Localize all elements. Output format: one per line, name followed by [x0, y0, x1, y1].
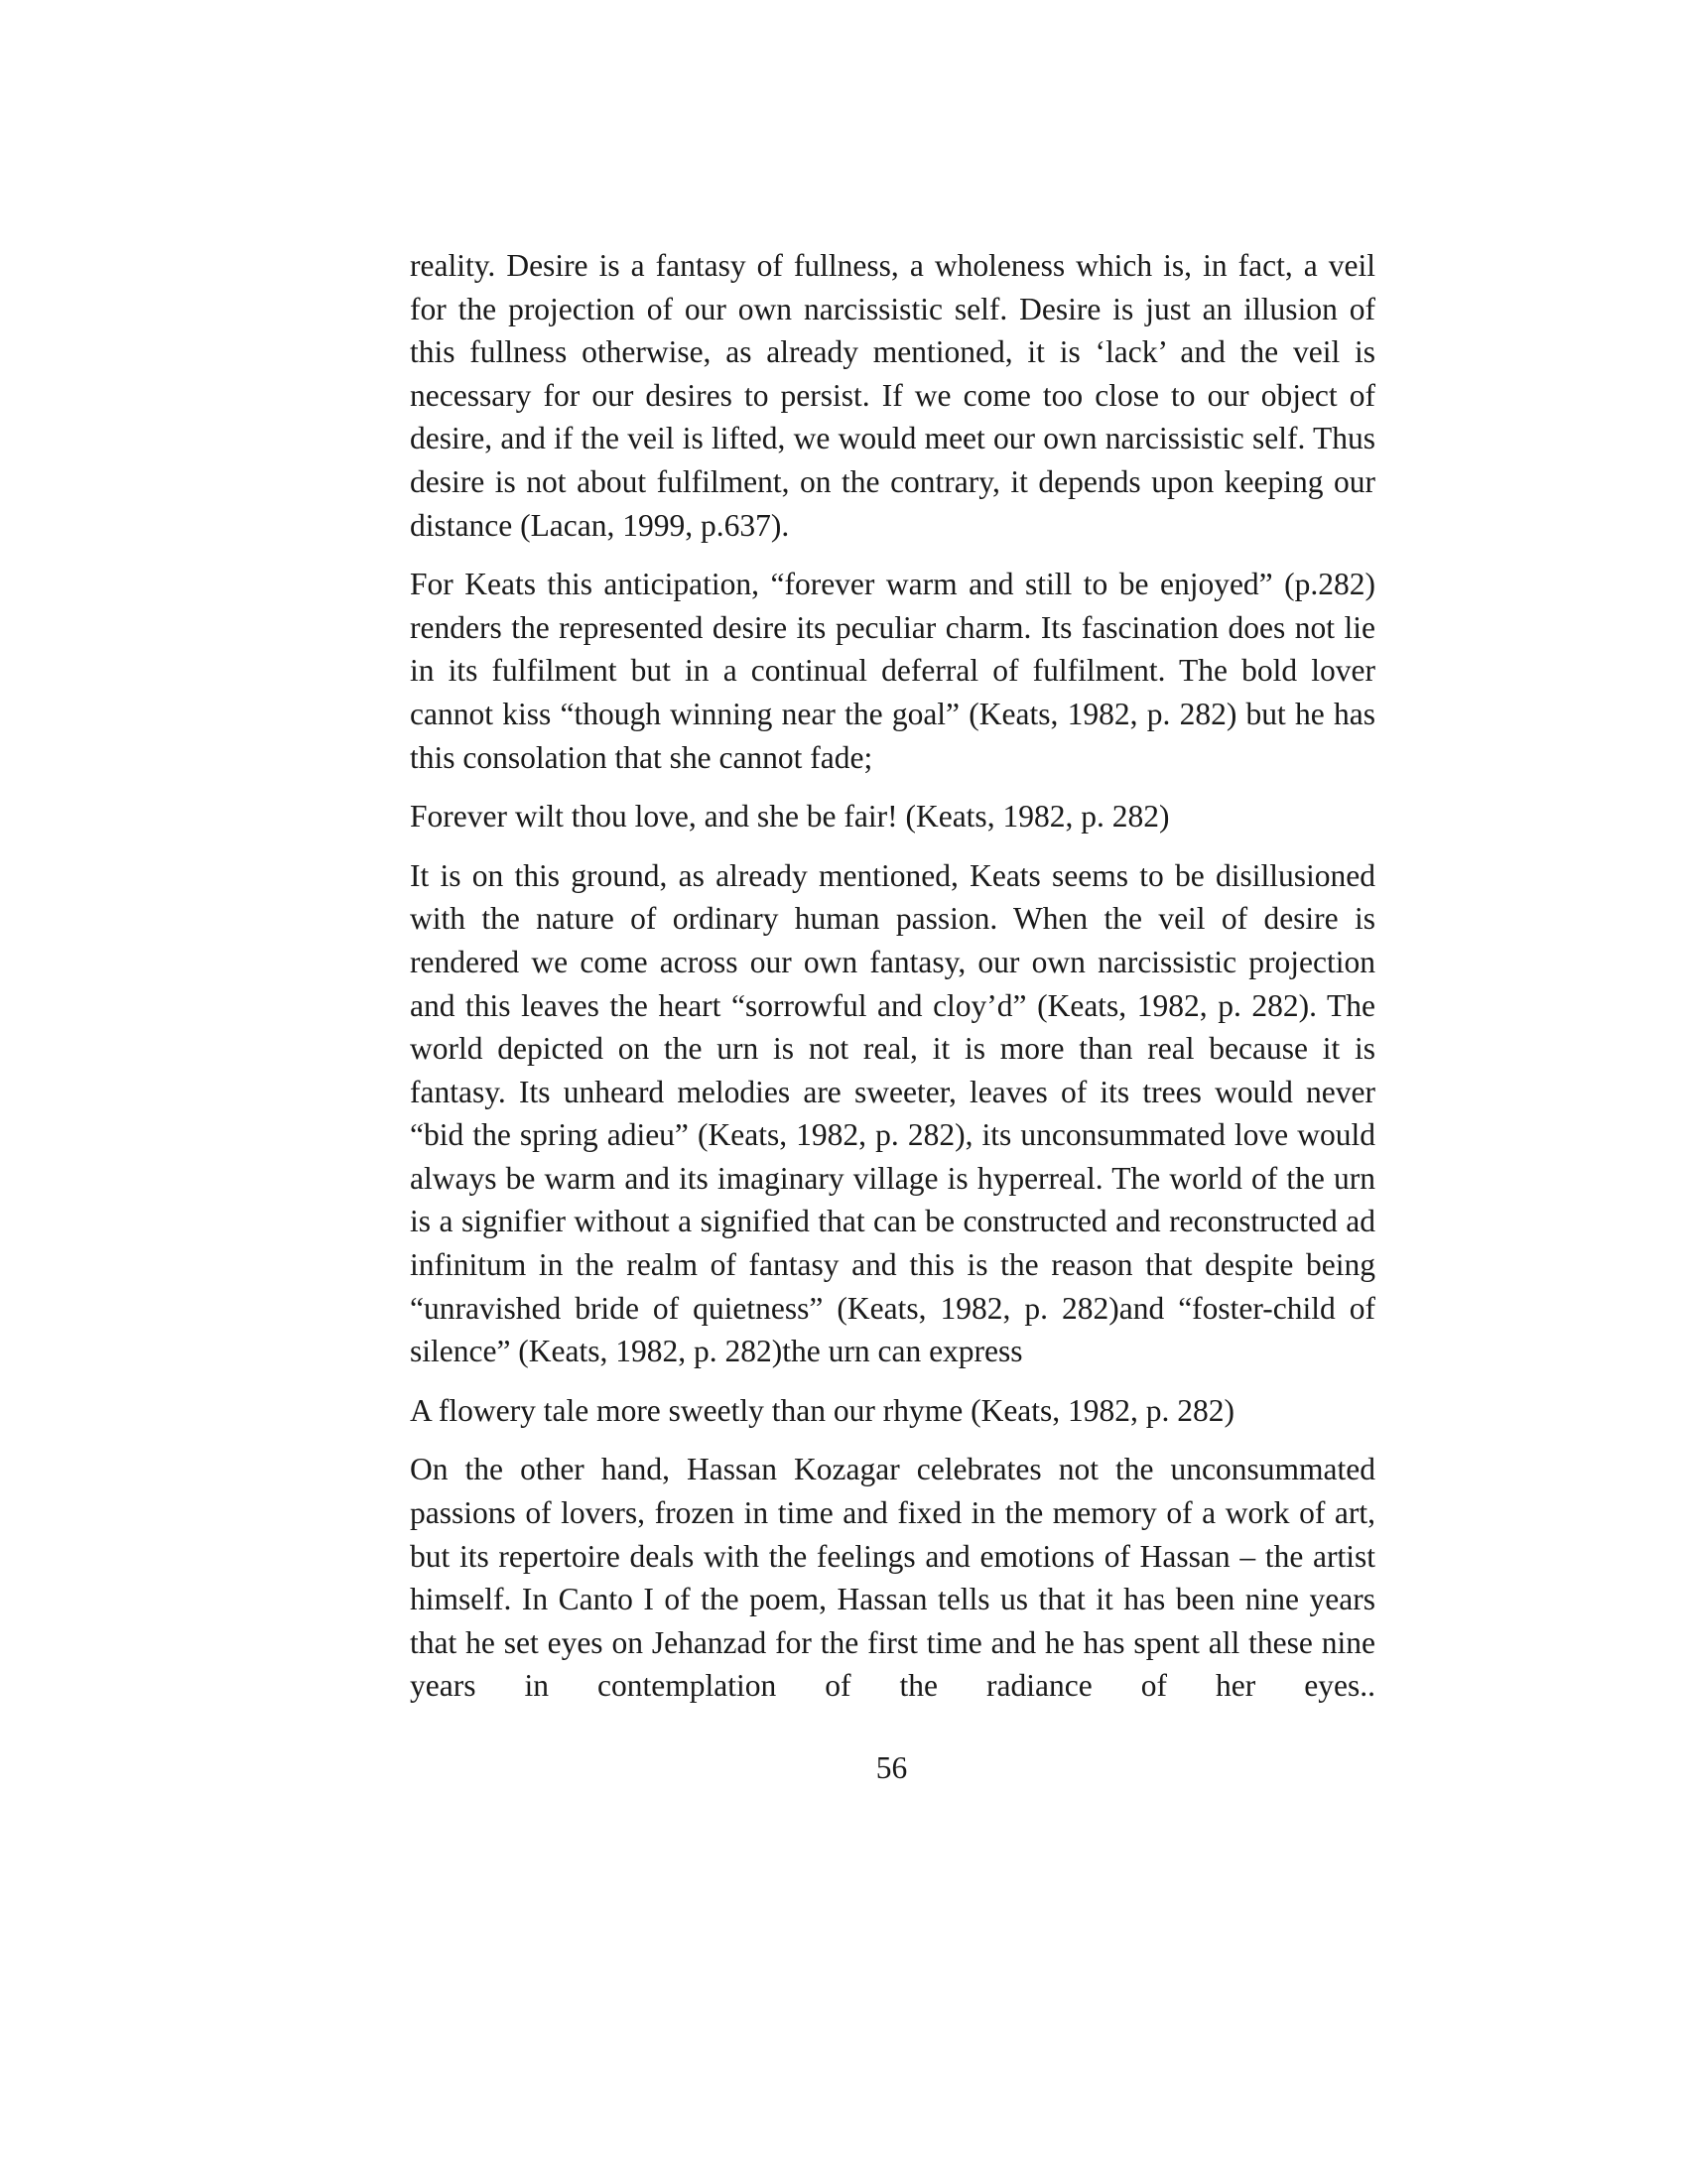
quote-flowery-tale: A flowery tale more sweetly than our rhyme (Keats, 1982, p. 282) — [410, 1392, 1235, 1428]
paragraph-desire-fantasy: reality. Desire is a fantasy of fullness, a wholeness which is, in fact, a veil for the projection of our own narcissistic self. Desire is just an illusion of this fullness otherwise, as already mentioned, it is ‘lack’ and the veil is necessary for our desires to persist. If we come too close to our object of desire, and if the veil is lifted, we would meet our own narcissistic self. Thus desire is not about fulfilment, on the contrary, it depends upon keeping our distance (Lacan, 1999, p.637). — [410, 248, 1375, 543]
quote-forever-wilt: Forever wilt thou love, and she be fair! (Keats, 1982, p. 282) — [410, 799, 1170, 835]
paragraph-hassan-kozagar: On the other hand, Hassan Kozagar celebrates not the unconsummated passions of lovers, frozen in time and fixed in the memory of a work of art, but its repertoire deals with the feelings and emotions of Hassan – the artist himself. In Canto I of the poem, Hassan tells us that it has been nine years that he set eyes on Jehanzad for the first time and he has spent all these nine years in contemplation of the radiance of her eyes.. — [410, 1452, 1375, 1704]
paragraph-keats-anticipation: For Keats this anticipation, “forever warm and still to be enjoyed” (p.282) renders the represented desire its peculiar charm. Its fascination does not lie in its fulfilment but in a continual deferral of fulfilment. The bold lover cannot kiss “though winning near the goal” (Keats, 1982, p. 282) but he has this consolation that she cannot fade; — [410, 567, 1375, 775]
page-number: 56 — [875, 1750, 908, 1785]
paragraph-disillusioned: It is on this ground, as already mentioned, Keats seems to be disillusioned with the nature of ordinary human passion. When the veil of desire is rendered we come across our own fantasy, our own narcissistic projection and this leaves the heart “sorrowful and cloy’d” (Keats, 1982, p. 282). The world depicted on the urn is not real, it is more than real because it is fantasy. Its unheard melodies are sweeter, leaves of its trees would never “bid the spring adieu” (Keats, 1982, p. 282), its unconsummated love would always be warm and its imaginary village is hyperreal. The world of the urn is a signifier without a signified that can be constructed and reconstructed ad infinitum in the realm of fantasy and this is the reason that despite being “unravished bride of quietness” (Keats, 1982, p. 282)and “foster-child of silence” (Keats, 1982, p. 282)the urn can express — [410, 857, 1375, 1369]
page-body — [410, 244, 1375, 1724]
